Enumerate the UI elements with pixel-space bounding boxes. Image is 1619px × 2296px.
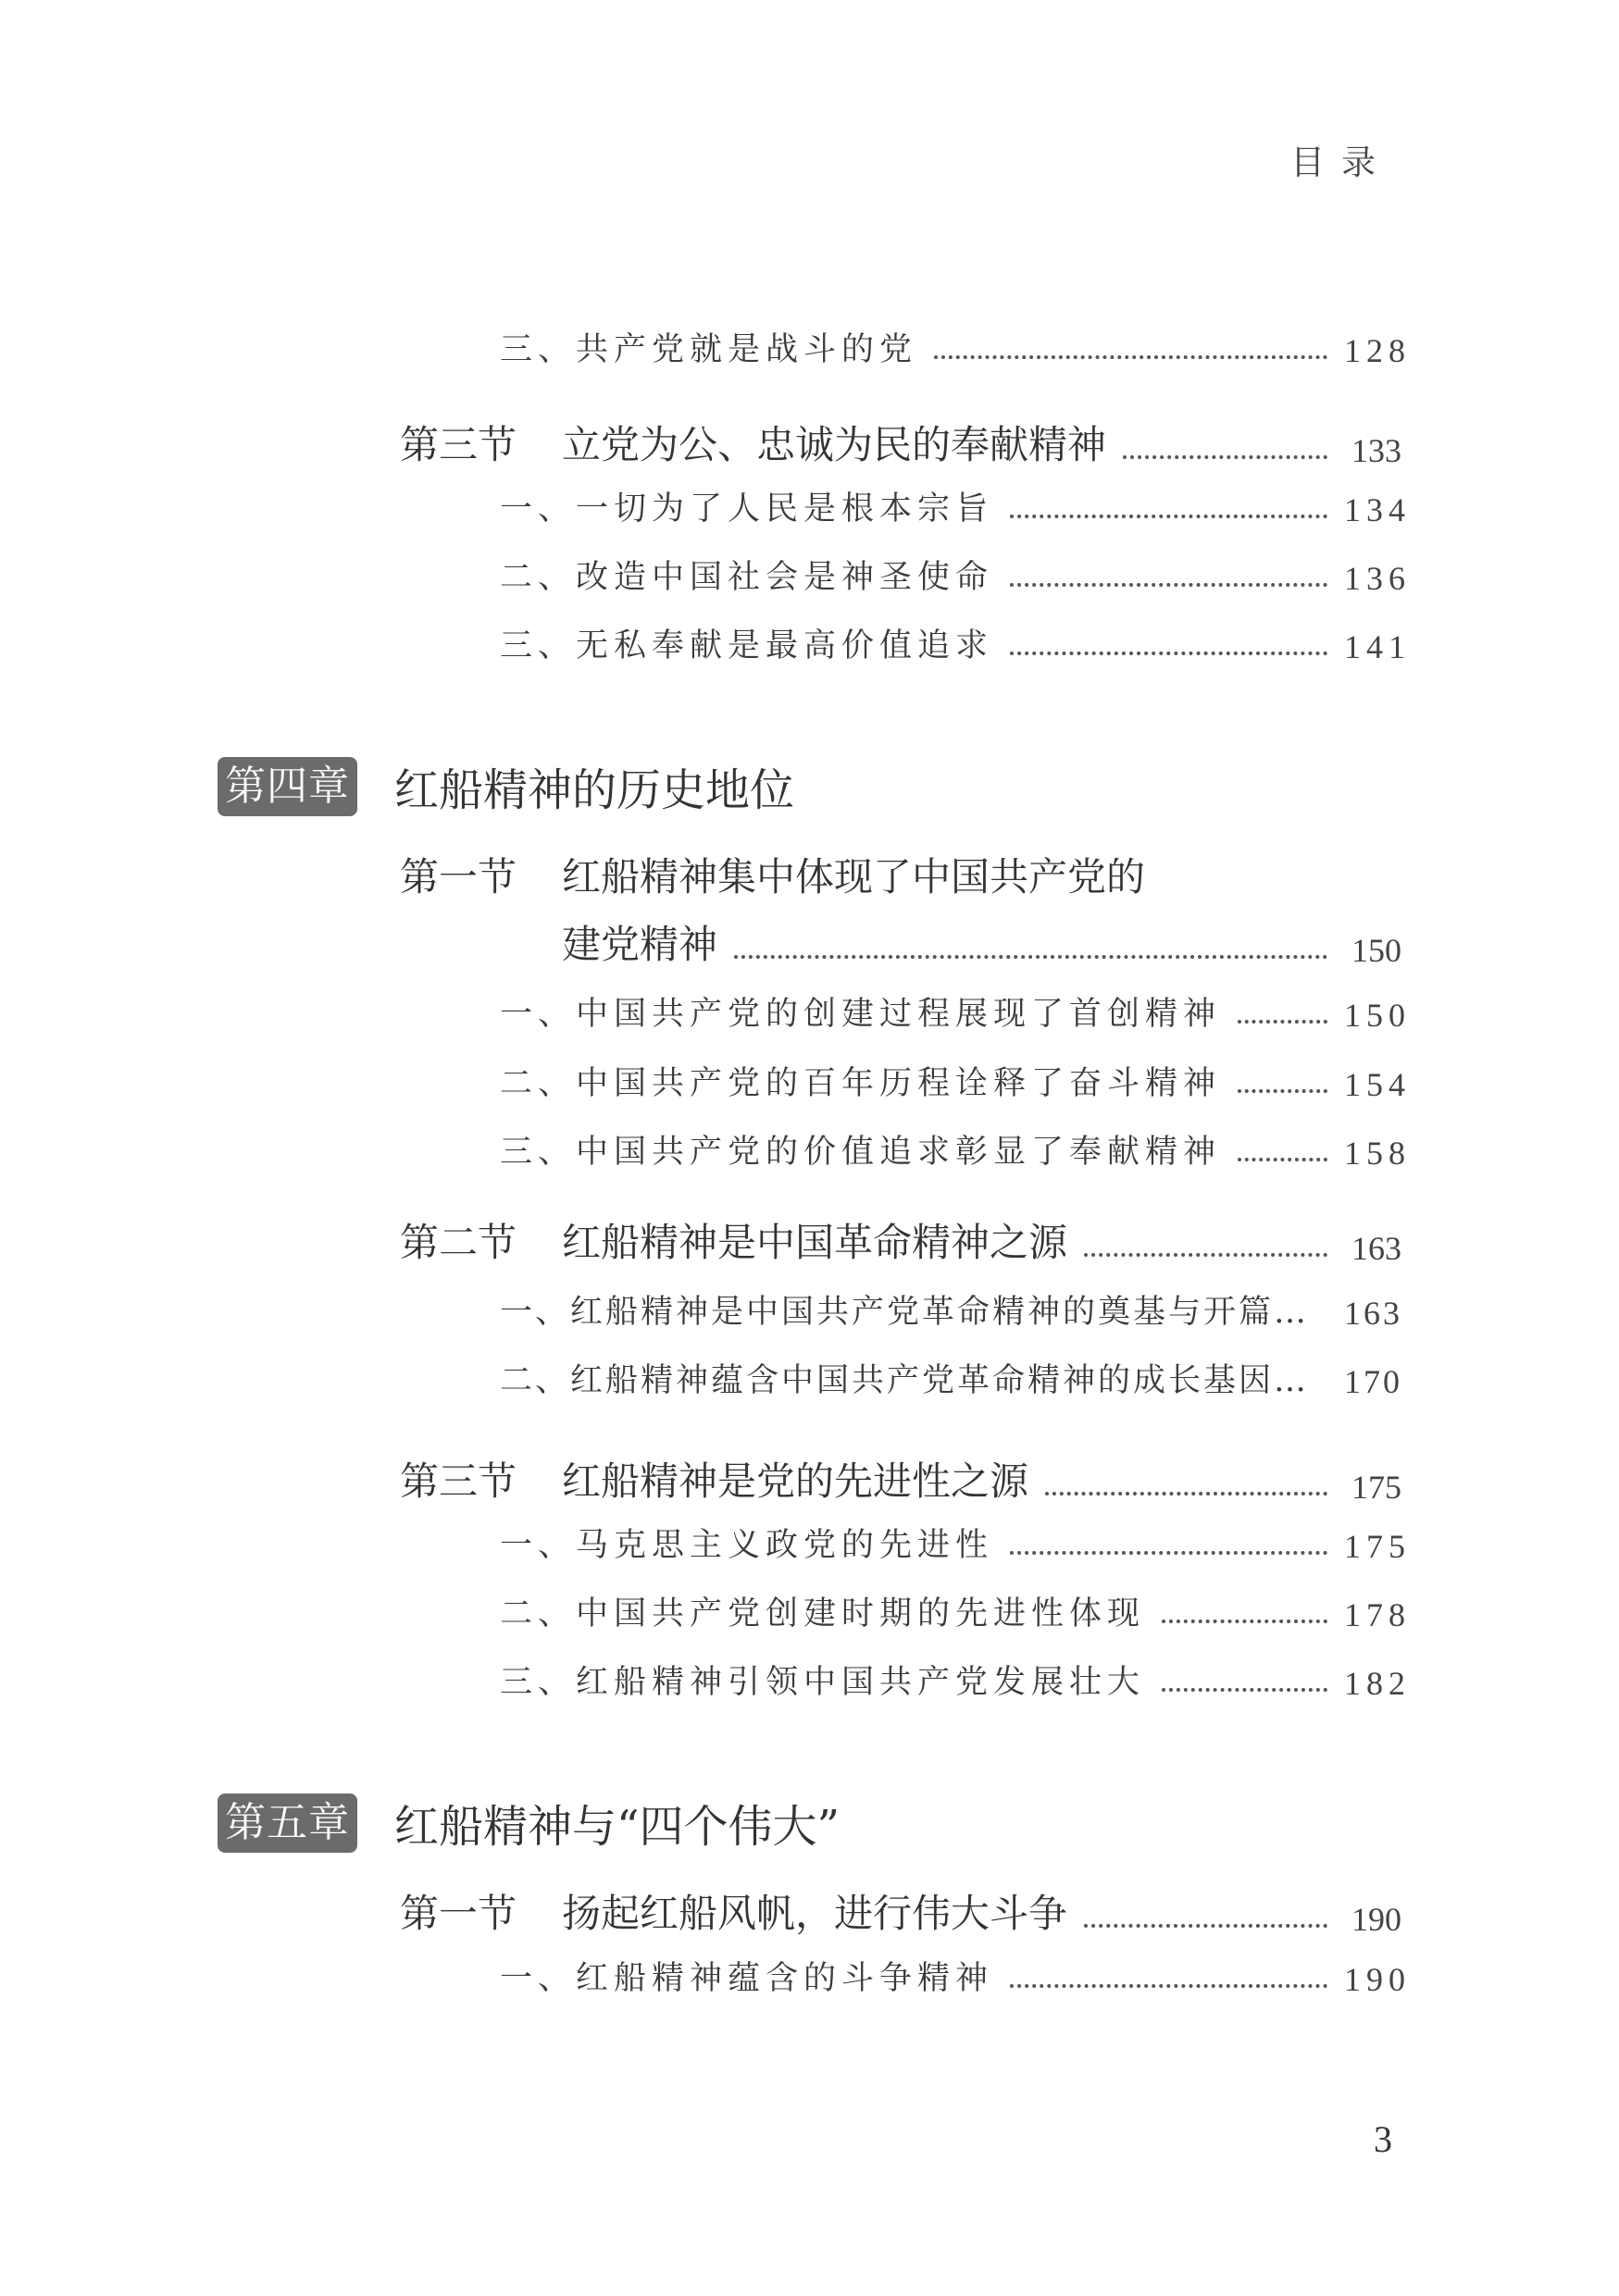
chapter-badge: 第五章: [218, 1793, 357, 1853]
dot-leader: [1123, 455, 1327, 459]
toc-entry[interactable]: [500, 552, 1411, 598]
entry-title: 三、共产党就是战斗的党: [500, 331, 918, 368]
dot-leader: [1010, 515, 1327, 518]
toc-entry[interactable]: [500, 1058, 1411, 1104]
section-number: 第三节: [400, 1458, 517, 1504]
dot-leader: [1010, 1984, 1327, 1988]
entry-page: 182: [1344, 1665, 1411, 1702]
entry-page: 175: [1351, 1469, 1401, 1506]
entry-title: 二、红船精神蕴含中国共产党革命精神的成长基因…: [500, 1362, 1310, 1399]
section-title: 红船精神集中体现了中国共产党的: [562, 854, 1146, 900]
dot-leader: [1162, 1620, 1327, 1623]
toc-chapter[interactable]: [218, 754, 794, 818]
entry-page: 190: [1351, 1901, 1401, 1938]
entry-page: 136: [1344, 560, 1411, 597]
toc-entry[interactable]: [500, 1953, 1411, 1999]
entry-title: 一、红船精神蕴含的斗争精神: [500, 1960, 994, 1997]
entry-title: 三、中国共产党的价值追求彰显了奉献精神: [500, 1134, 1222, 1171]
entry-page: 150: [1344, 997, 1411, 1034]
dot-leader: [1084, 1253, 1327, 1257]
toc-entry[interactable]: [500, 620, 1411, 666]
dot-leader: [934, 355, 1327, 359]
entry-title: 一、中国共产党的创建过程展现了首创精神: [500, 996, 1222, 1033]
section-title-cont: 建党精神: [562, 922, 718, 967]
dot-leader: [1238, 1020, 1327, 1024]
entry-page: 163: [1351, 1230, 1401, 1267]
running-header: 目录: [1290, 143, 1392, 182]
section-title: 扬起红船风帆，进行伟大斗争: [562, 1891, 1068, 1936]
entry-title: 一、马克思主义政党的先进性: [500, 1527, 994, 1564]
entry-title: 三、红船精神引领中国共产党发展壮大: [500, 1664, 1146, 1701]
entry-page: 190: [1344, 1961, 1411, 1998]
toc-entry[interactable]: [500, 483, 1411, 529]
section-number: 第一节: [400, 1891, 517, 1936]
toc-section[interactable]: [400, 1212, 1401, 1268]
chapter-title: 红船精神的历史地位: [394, 764, 795, 816]
chapter-title: 红船精神与“四个伟大”: [394, 1801, 841, 1853]
toc-section[interactable]: [400, 1451, 1401, 1507]
entry-page: 150: [1351, 932, 1401, 969]
entry-page: 175: [1344, 1528, 1411, 1565]
chapter-badge: 第四章: [218, 757, 357, 816]
entry-page: 128: [1344, 332, 1411, 369]
section-number: 第二节: [400, 1220, 517, 1265]
dot-leader: [1010, 1551, 1327, 1555]
section-title: 红船精神是党的先进性之源: [562, 1458, 1029, 1504]
entry-title: 一、红船精神是中国共产党革命精神的奠基与开篇…: [500, 1294, 1310, 1331]
section-number: 第三节: [400, 422, 517, 467]
toc-entry[interactable]: [500, 988, 1411, 1035]
entry-page: 154: [1344, 1066, 1411, 1103]
entry-title: 二、改造中国社会是神圣使命: [500, 559, 994, 596]
entry-page: 178: [1344, 1596, 1411, 1633]
dot-leader: [1238, 1158, 1327, 1161]
dot-leader: [1162, 1688, 1327, 1692]
dot-leader: [1045, 1492, 1327, 1496]
toc-entry[interactable]: [500, 1588, 1411, 1634]
page-number: 3: [1374, 2118, 1392, 2160]
toc-entry[interactable]: [500, 1657, 1411, 1703]
entry-title: 二、中国共产党的百年历程诠释了奋斗精神: [500, 1065, 1222, 1102]
entry-page: 163: [1344, 1295, 1402, 1332]
entry-title: 二、中国共产党创建时期的先进性体现: [500, 1595, 1146, 1632]
entry-page: 158: [1344, 1135, 1411, 1172]
dot-leader: [1010, 583, 1327, 587]
toc-section[interactable]: [400, 1883, 1401, 1939]
toc-chapter[interactable]: [218, 1791, 840, 1855]
entry-title: 三、无私奉献是最高价值追求: [500, 627, 994, 664]
dot-leader: [1326, 1318, 1327, 1322]
section-number: 第一节: [400, 854, 517, 900]
toc-entry[interactable]: [500, 1355, 1401, 1401]
dot-leader: [1084, 1924, 1327, 1928]
entry-page: 170: [1344, 1363, 1402, 1400]
toc-section-continuation[interactable]: [562, 914, 1401, 970]
entry-page: 141: [1344, 628, 1411, 665]
toc-entry[interactable]: [500, 1126, 1411, 1173]
toc-entry[interactable]: [500, 324, 1411, 370]
toc-section[interactable]: [400, 847, 1145, 902]
entry-title: 一、一切为了人民是根本宗旨: [500, 490, 994, 527]
toc-entry[interactable]: [500, 1286, 1401, 1333]
toc-section[interactable]: [400, 415, 1401, 470]
section-title: 红船精神是中国革命精神之源: [562, 1220, 1068, 1265]
entry-page: 134: [1344, 491, 1411, 528]
dot-leader: [1238, 1089, 1327, 1093]
entry-page: 133: [1351, 432, 1401, 469]
dot-leader: [734, 955, 1327, 959]
dot-leader: [1010, 652, 1327, 655]
dot-leader: [1326, 1386, 1327, 1390]
section-title: 立党为公、忠诚为民的奉献精神: [562, 422, 1107, 467]
toc-entry[interactable]: [500, 1520, 1411, 1566]
